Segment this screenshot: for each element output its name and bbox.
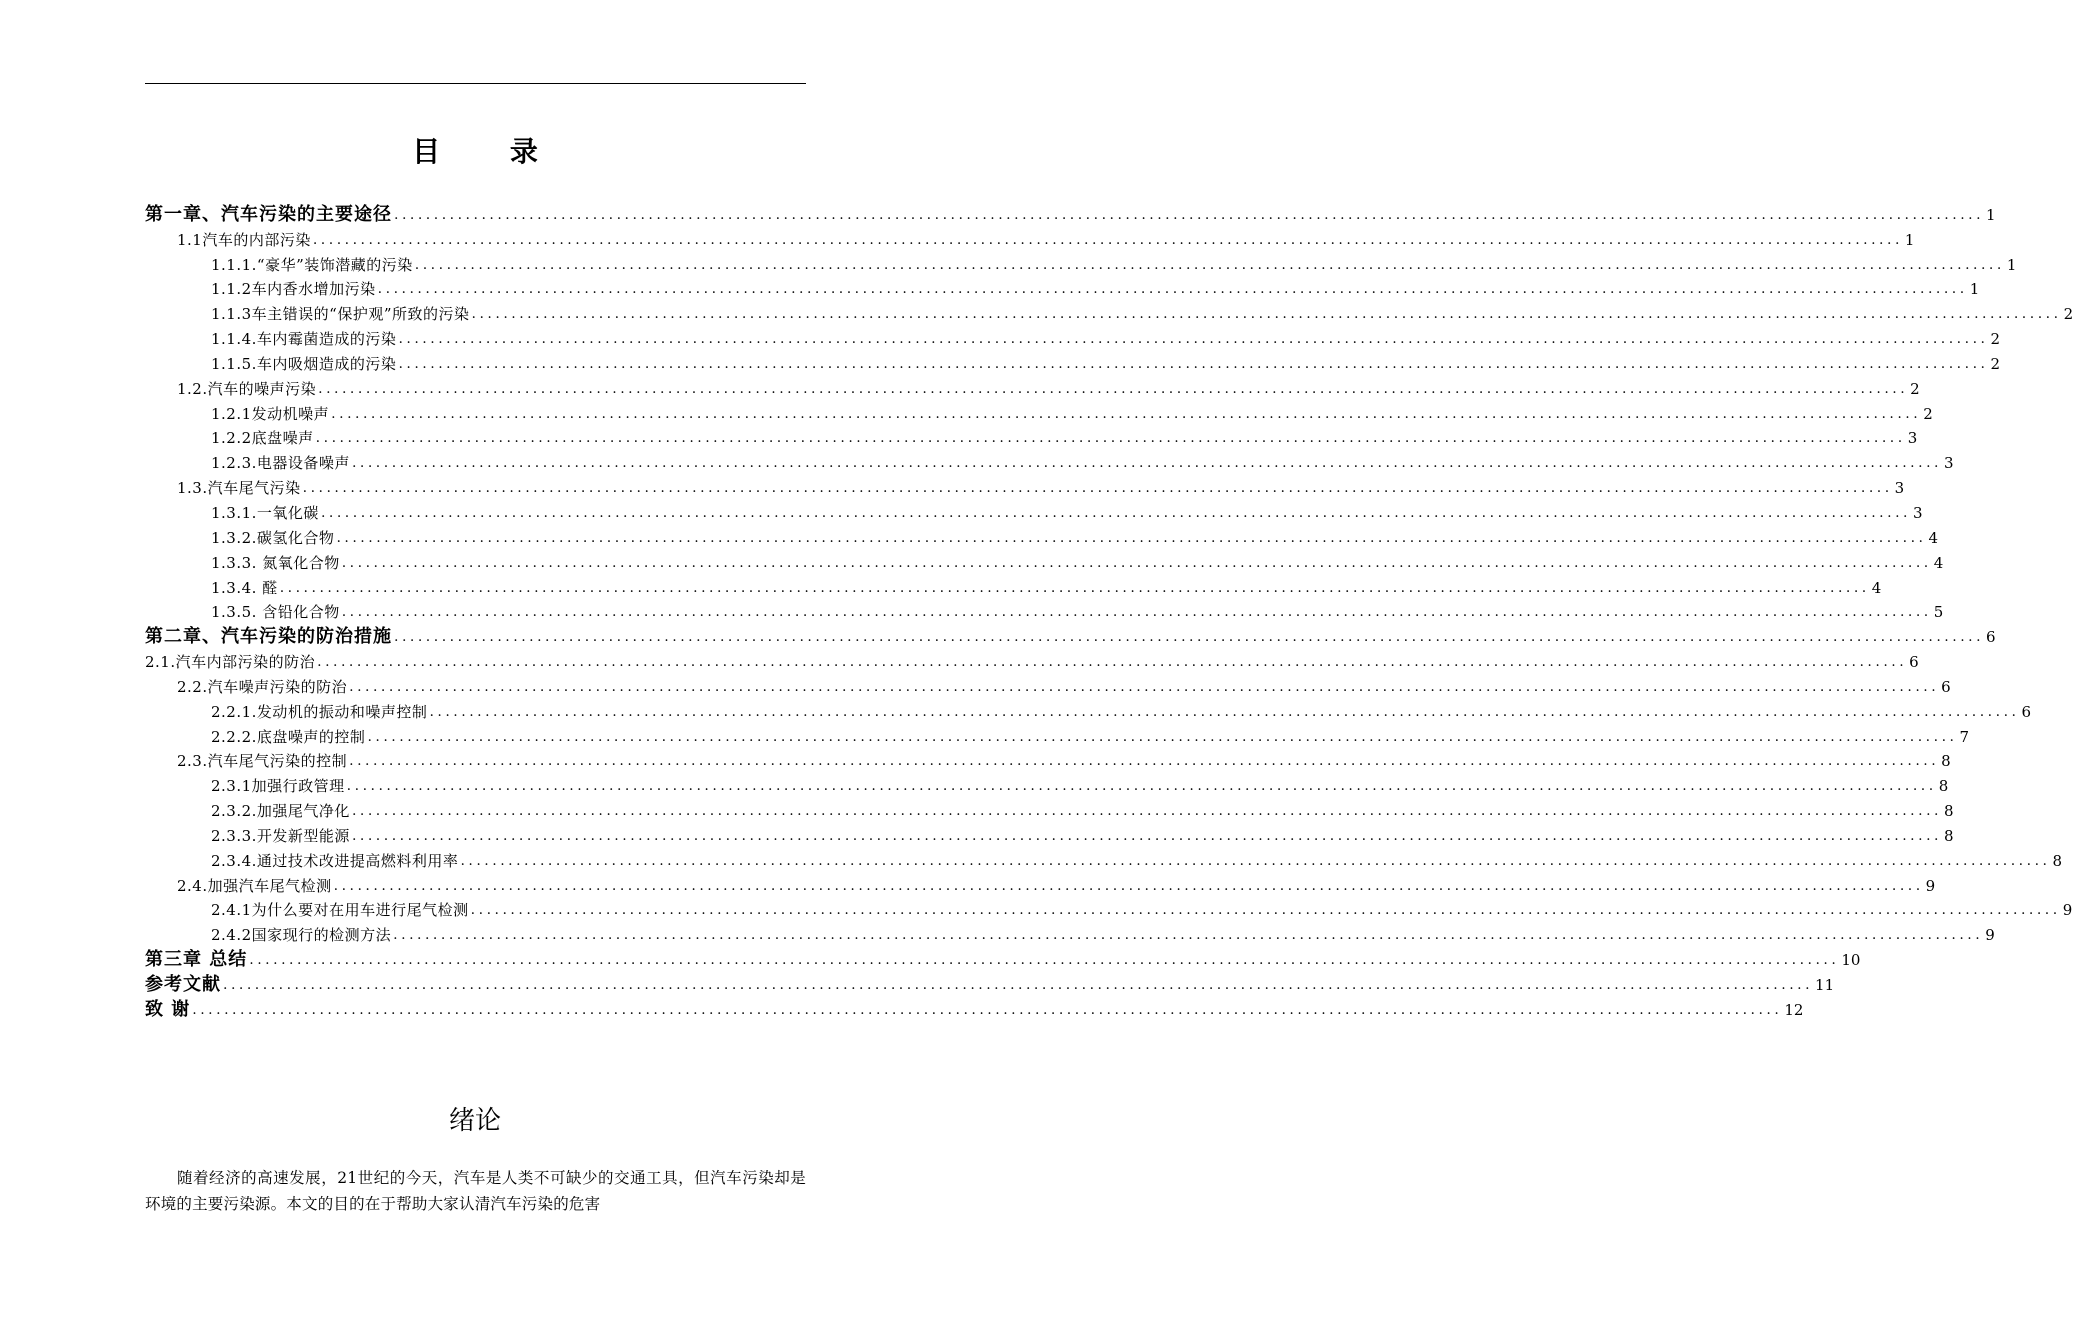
toc-entry-title: 2.3.1加强行政管理 (211, 777, 345, 796)
toc-entry[interactable] (145, 250, 2017, 275)
toc-entry-page: 2 (1910, 379, 1920, 398)
toc-entry[interactable] (145, 399, 1933, 424)
toc-entry[interactable] (145, 771, 1949, 796)
toc-entry-title: 2.3.2.加强尾气净化 (211, 802, 350, 821)
toc-entry-title: 1.2.1发动机噪声 (211, 404, 330, 423)
toc-entry[interactable] (145, 672, 1951, 697)
toc-entry-title: 第一章、汽车污染的主要途径 (145, 203, 392, 225)
toc-entry[interactable] (145, 200, 1996, 225)
toc-entry-title: 1.1.5.车内吸烟造成的污染 (211, 354, 397, 373)
toc-entry-title: 2.1.汽车内部污染的防治 (145, 653, 316, 672)
toc-dot-leader: ........................................................................................................................................................................................................ (351, 803, 1942, 820)
toc-entry-page: 2 (2063, 305, 2073, 324)
toc-dot-leader: ........................................................................................................................................................................................................ (312, 231, 1903, 248)
toc-entry-page: 8 (1943, 802, 1954, 821)
toc-entry[interactable] (145, 821, 1954, 846)
toc-dot-leader: ........................................................................................................................................................................................................ (315, 430, 1906, 447)
toc-dot-leader: ........................................................................................................................................................................................................ (394, 629, 1985, 646)
toc-entry-page: 3 (1907, 429, 1918, 448)
toc-dot-leader: ........................................................................................................................................................................................................ (320, 504, 1911, 521)
toc-entry-title: 1.3.5. 含铅化合物 (211, 603, 340, 622)
toc-entry-title: 1.2.3.电器设备噪声 (211, 454, 350, 473)
toc-entry-page: 6 (1909, 653, 1919, 672)
toc-dot-leader: ........................................................................................................................................................................................................ (192, 1001, 1783, 1018)
toc-entry-title: 2.2.1.发动机的振动和噪声控制 (211, 702, 428, 721)
toc-dot-leader: ........................................................................................................................................................................................................ (471, 306, 2062, 323)
toc-title: 目 录 (412, 135, 568, 168)
toc-entry[interactable] (145, 697, 2032, 722)
toc-entry-page: 11 (1815, 976, 1835, 994)
toc-dot-leader: ........................................................................................................................................................................................................ (341, 604, 1932, 621)
toc-entry-title: 第二章、汽车污染的防治措施 (145, 626, 392, 648)
toc-entry-page: 2 (1990, 330, 2001, 349)
toc-entry-page: 3 (1943, 454, 1954, 473)
toc-entry-page: 5 (1933, 603, 1944, 622)
toc-entry-page: 9 (1925, 876, 1936, 895)
toc-entry[interactable] (145, 498, 1923, 523)
toc-entry[interactable] (145, 747, 1951, 772)
toc-entry-page: 1 (1904, 230, 1915, 249)
toc-entry-title: 2.4.1为什么要对在用车进行尾气检测 (211, 901, 469, 920)
toc-dot-leader: ........................................................................................................................................................................................................ (460, 852, 2051, 869)
header-rule (145, 83, 806, 84)
toc-entry-page: 1 (1986, 205, 1996, 224)
intro-paragraph: 随着经济的高速发展，21世纪的今天，汽车是人类不可缺少的交通工具，但汽车污染却是环境的主要污染源。本文的目的在于帮助大家认清汽车污染的危害 (145, 1169, 806, 1213)
toc-entry-page: 4 (1928, 528, 1939, 547)
toc-entry-page: 8 (2052, 851, 2063, 870)
toc-entry[interactable] (145, 225, 1915, 250)
toc-entry-page: 4 (1933, 553, 1944, 572)
toc-entry[interactable] (145, 622, 1996, 648)
toc-entry-page: 6 (2021, 702, 2032, 721)
toc-entry-title: 2.4.2国家现行的检测方法 (211, 926, 392, 945)
toc-entry-page: 9 (1985, 926, 1995, 945)
toc-entry-title: 1.3.1.一氧化碳 (211, 503, 319, 522)
toc-entry-title: 2.2.汽车噪声污染的防治 (177, 677, 348, 696)
toc-dot-leader: ........................................................................................................................................................................................................ (346, 778, 1937, 795)
toc-entry-title: 1.1.4.车内霉菌造成的污染 (211, 330, 397, 349)
toc-entry[interactable] (145, 598, 1944, 623)
toc-entry-page: 2 (1923, 404, 1933, 423)
toc-entry[interactable] (145, 448, 1954, 473)
toc-dot-leader: ........................................................................................................................................................................................................ (302, 480, 1893, 497)
toc-entry-title: 2.3.汽车尾气污染的控制 (177, 752, 348, 771)
toc-dot-leader: ........................................................................................................................................................................................................ (317, 654, 1908, 671)
toc-dot-leader: ........................................................................................................................................................................................................ (331, 405, 1922, 422)
toc-entry-title: 致 谢 (145, 998, 191, 1020)
toc-dot-leader: ........................................................................................................................................................................................................ (398, 355, 1989, 372)
toc-entry[interactable] (145, 424, 1918, 449)
toc-entry[interactable] (145, 548, 1944, 573)
toc-dot-leader: ........................................................................................................................................................................................................ (349, 753, 1940, 770)
toc-entry-title: 2.4.加强汽车尾气检测 (177, 876, 332, 895)
toc-entry-page: 1 (1969, 280, 1980, 299)
toc-entry[interactable] (145, 573, 1882, 598)
toc-dot-leader: ........................................................................................................................................................................................................ (351, 827, 1942, 844)
toc-entry[interactable] (145, 324, 2001, 349)
toc-dot-leader: ........................................................................................................................................................................................................ (333, 877, 1924, 894)
toc-dot-leader: ........................................................................................................................................................................................................ (318, 380, 1909, 397)
toc-entry-title: 参考文献 (145, 974, 221, 995)
toc-entry-page: 9 (2062, 901, 2073, 920)
toc-entry-title: 1.2.2底盘噪声 (211, 429, 314, 448)
toc-entry[interactable] (145, 473, 1905, 498)
toc-entry-title: 1.1.2车内香水增加污染 (211, 280, 376, 299)
toc-entry-title: 第三章 总结 (145, 949, 248, 971)
toc-entry-title: 1.1.3车主错误的“保护观”所致的污染 (211, 305, 470, 324)
toc-entry[interactable] (145, 647, 1919, 672)
toc-entry-title: 1.3.4. 醛 (211, 578, 278, 597)
toc-entry-title: 2.2.2.底盘噪声的控制 (211, 727, 366, 746)
toc-entry-page: 2 (1990, 354, 2001, 373)
toc-entry[interactable] (145, 374, 1920, 399)
toc-entry-page: 8 (1938, 777, 1949, 796)
toc-entry-page: 8 (1941, 752, 1951, 771)
toc-entry-title: 1.3.汽车尾气污染 (177, 479, 301, 498)
toc-dot-leader: ........................................................................................................................................................................................................ (398, 331, 1989, 348)
toc-dot-leader: ........................................................................................................................................................................................................ (249, 952, 1840, 969)
toc-entry-title: 1.3.3. 氮氧化合物 (211, 553, 340, 572)
toc-entry-page: 4 (1871, 578, 1882, 597)
toc-entry[interactable] (145, 299, 2073, 324)
toc-dot-leader: ........................................................................................................................................................................................................ (429, 703, 2020, 720)
toc-entry[interactable] (145, 275, 1980, 300)
toc-entry-page: 1 (2006, 255, 2017, 274)
toc-entry-page: 3 (1912, 503, 1923, 522)
toc-entry[interactable] (145, 796, 1954, 821)
toc-entry-title: 2.3.3.开发新型能源 (211, 826, 350, 845)
toc-dot-leader: ........................................................................................................................................................................................................ (349, 678, 1940, 695)
toc-entry-page: 6 (1941, 677, 1951, 696)
toc-entry[interactable] (145, 896, 2073, 921)
toc-dot-leader: ........................................................................................................................................................................................................ (336, 529, 1927, 546)
toc-dot-leader: ........................................................................................................................................................................................................ (393, 927, 1984, 944)
toc-dot-leader: ........................................................................................................................................................................................................ (367, 728, 1958, 745)
toc-dot-leader: ........................................................................................................................................................................................................ (279, 579, 1870, 596)
toc-entry[interactable] (145, 523, 1939, 548)
toc-entry-title: 1.1汽车的内部污染 (177, 230, 311, 249)
toc-entry-page: 12 (1784, 1000, 1804, 1019)
toc-entry[interactable] (145, 920, 1995, 945)
toc-entry-page: 8 (1943, 826, 1954, 845)
toc-entry[interactable] (145, 970, 1835, 995)
toc-dot-leader: ........................................................................................................................................................................................................ (377, 281, 1968, 298)
toc-entry-title: 1.3.2.碳氢化合物 (211, 528, 335, 547)
toc-entry-page: 6 (1986, 628, 1996, 647)
toc-dot-leader: ........................................................................................................................................................................................................ (470, 902, 2061, 919)
toc-entry[interactable] (145, 945, 1861, 971)
toc-entry-title: 1.1.1.“豪华”装饰潜藏的污染 (211, 255, 413, 274)
toc-dot-leader: ........................................................................................................................................................................................................ (394, 206, 1985, 223)
toc-entry[interactable] (145, 349, 2001, 374)
toc-dot-leader: ........................................................................................................................................................................................................ (414, 256, 2005, 273)
toc-entry-page: 7 (1959, 727, 1970, 746)
toc-entry-title: 1.2.汽车的噪声污染 (177, 379, 317, 398)
toc-entry[interactable] (145, 871, 1936, 896)
toc-entry-page: 10 (1841, 951, 1861, 970)
toc-entry-page: 3 (1894, 479, 1905, 498)
toc-entry[interactable] (145, 846, 2063, 871)
toc-dot-leader: ........................................................................................................................................................................................................ (223, 977, 1814, 993)
toc-entry-title: 2.3.4.通过技术改进提高燃料利用率 (211, 851, 459, 870)
intro-title: 绪论 (448, 1106, 501, 1136)
toc-dot-leader: ........................................................................................................................................................................................................ (341, 554, 1932, 571)
toc-entry[interactable] (145, 995, 1804, 1020)
toc-dot-leader: ........................................................................................................................................................................................................ (351, 455, 1942, 472)
table-of-contents (145, 200, 2073, 1020)
toc-entry[interactable] (145, 722, 1970, 747)
